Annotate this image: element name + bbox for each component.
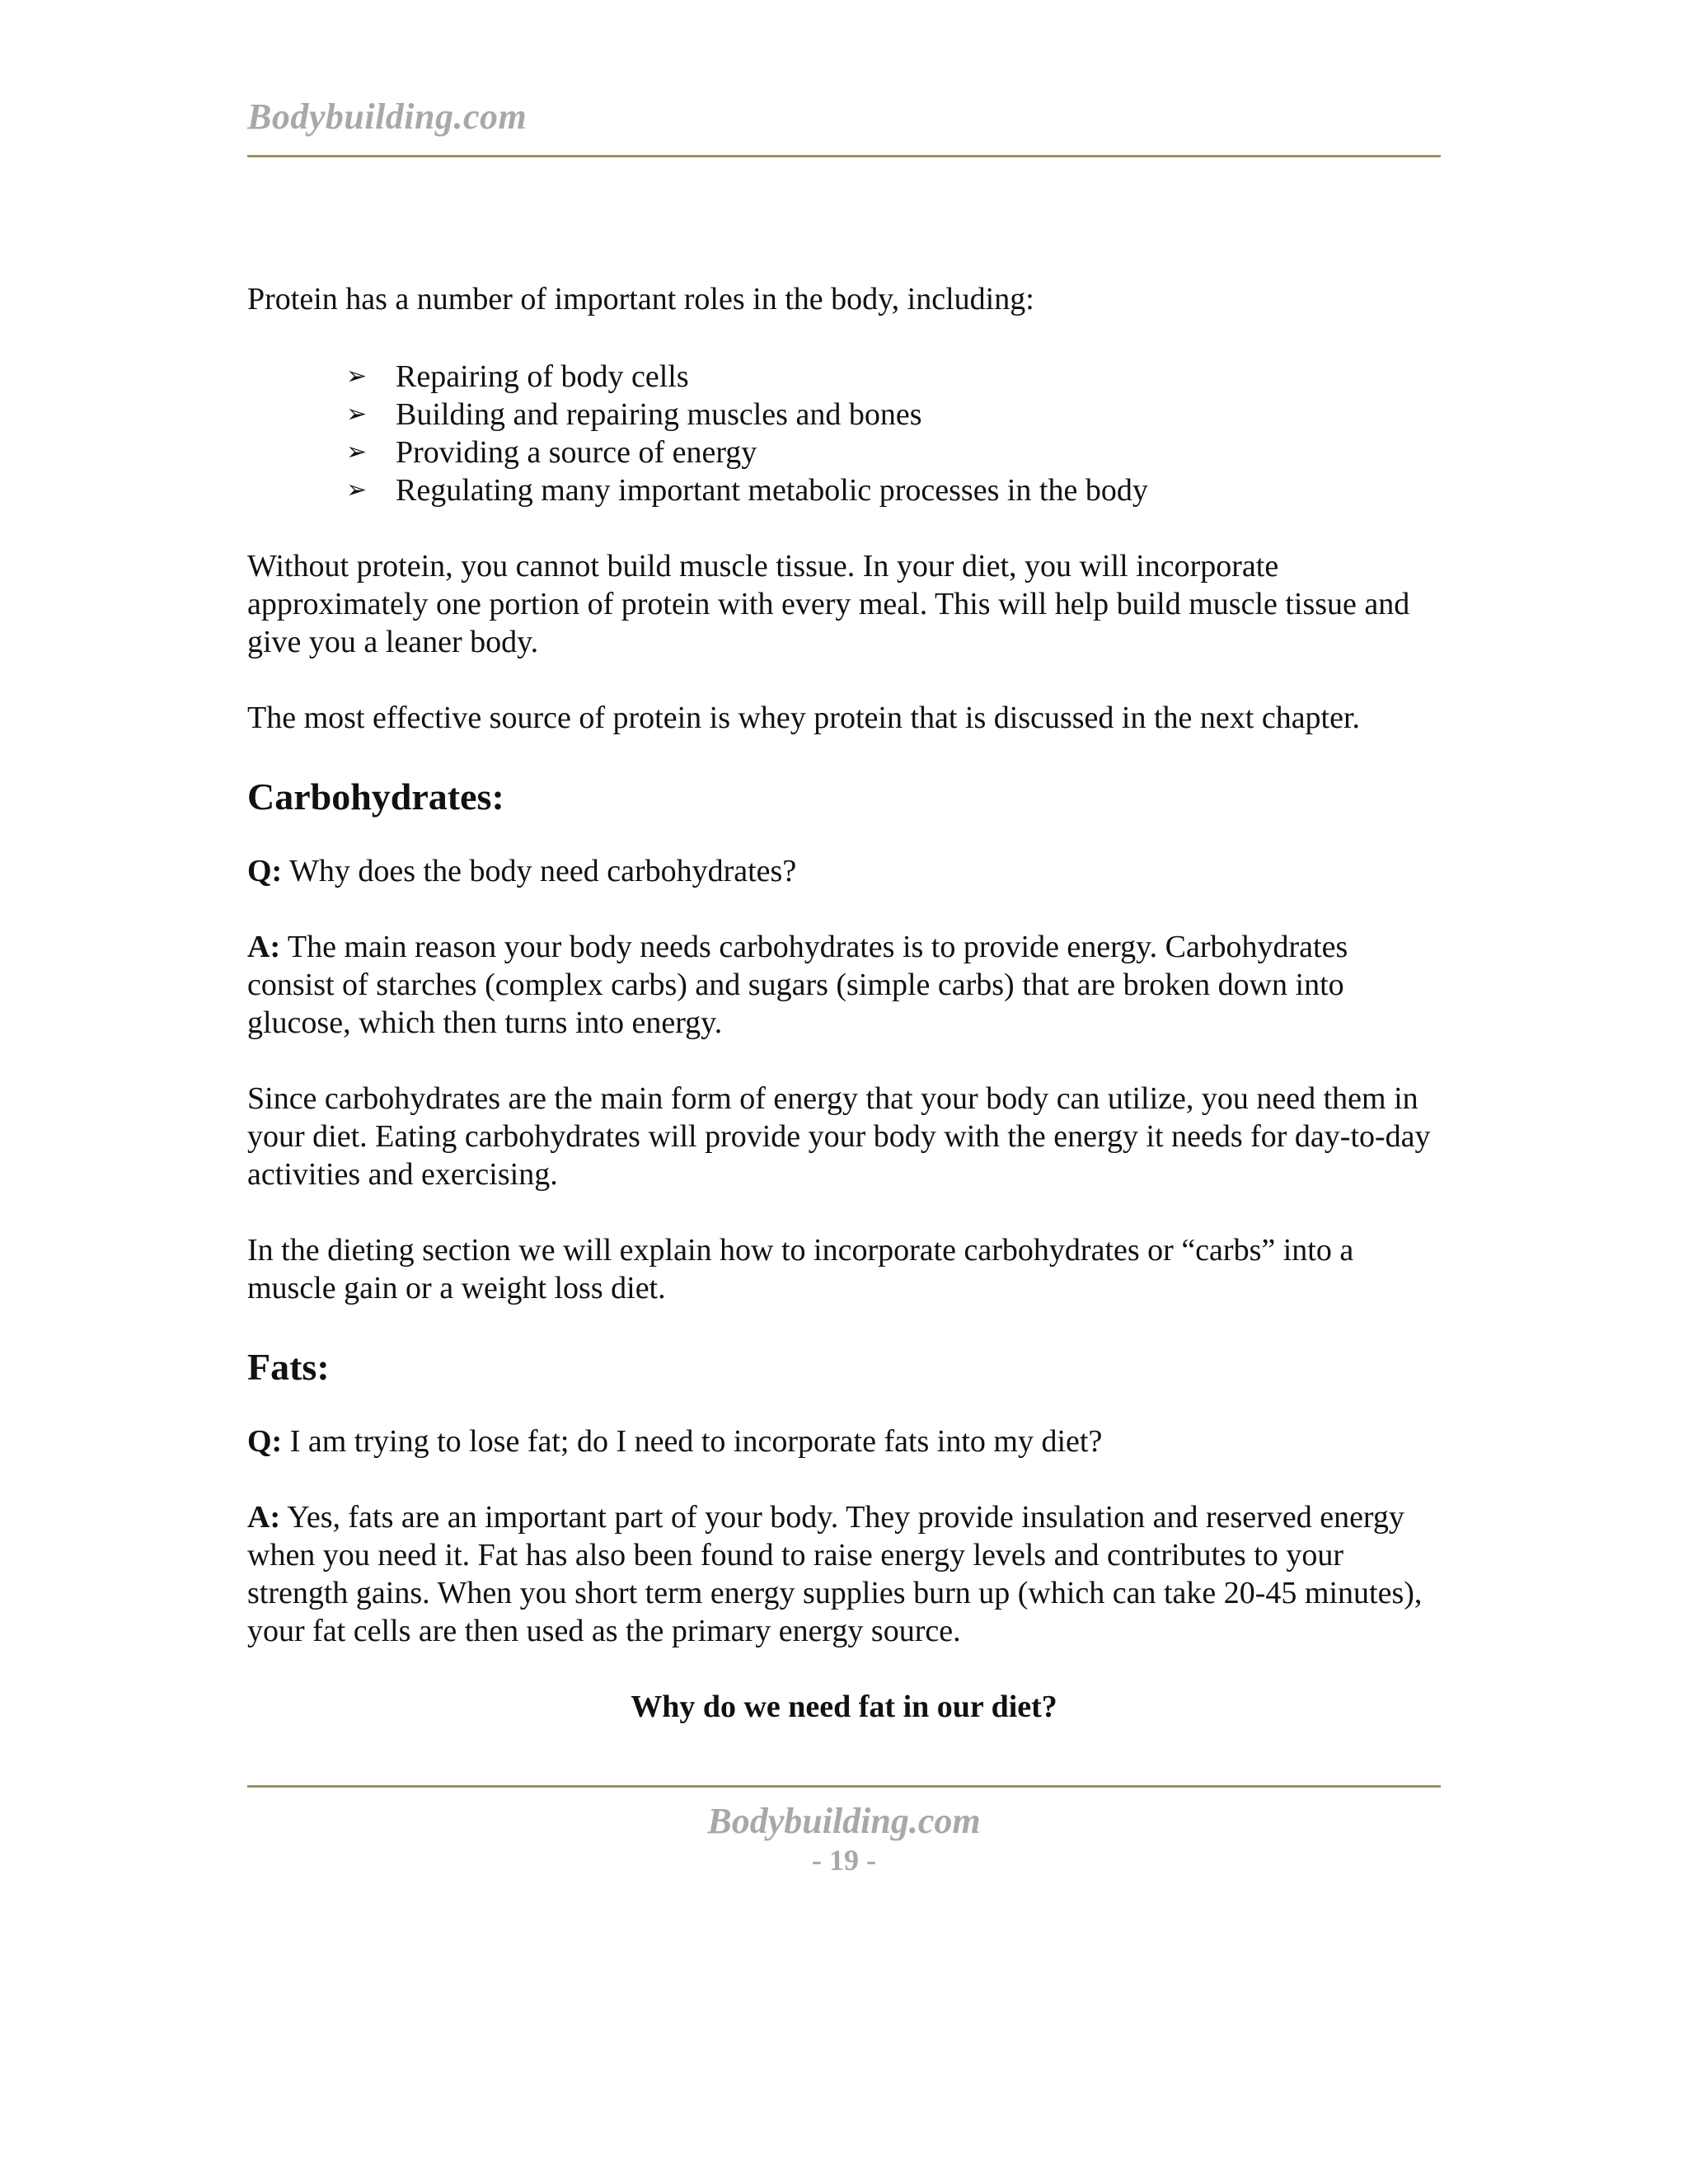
list-item-text: Regulating many important metabolic processes in the body — [396, 473, 1148, 508]
fats-heading: Fats: — [247, 1346, 330, 1388]
answer-text: The main reason your body needs carbohydrates is to provide energy. Carbohydrates consist of starches (complex carbs) and sugars (simple carbs) that are broken down into glucose, which then turns into energy. — [247, 930, 1348, 1040]
list-item-text: Building and repairing muscles and bones — [396, 397, 922, 432]
question-label: Q: — [247, 1424, 283, 1459]
fats-question — [247, 1422, 1441, 1460]
protein-intro: Protein has a number of important roles in the body, including: — [247, 282, 1034, 316]
protein-paragraph-whey: The most effective source of protein is whey protein that is discussed in the next chapter. — [247, 701, 1361, 735]
list-item — [346, 434, 1441, 471]
footer-rule — [247, 1785, 1441, 1788]
protein-paragraph-muscle: Without protein, you cannot build muscle tissue. In your diet, you will incorporate approximately one portion of protein with every meal. This will help build muscle tissue and give you a leaner body. — [247, 549, 1410, 659]
header-brand: Bodybuilding.com — [247, 96, 528, 137]
list-item-text: Providing a source of energy — [396, 435, 757, 470]
carbohydrates-paragraph-dieting: In the dieting section we will explain how to incorporate carbohydrates or “carbs” into a muscle gain or a weight loss diet. — [247, 1233, 1354, 1305]
question-text: Why does the body need carbohydrates? — [282, 854, 797, 888]
arrow-bullet-icon: ➢ — [346, 400, 368, 429]
protein-roles-list — [247, 358, 1441, 509]
carbohydrates-answer — [247, 928, 1441, 1042]
question-text: I am trying to lose fat; do I need to incorporate fats into my diet? — [282, 1424, 1103, 1459]
answer-text: Yes, fats are an important part of your body. They provide insulation and reserved energy when you need it. Fat has also been found to raise energy levels and contributes to your strength gains. When you short term energy supplies burn up (which can take 20-45 minutes), your fat cells are then used as the primary energy source. — [247, 1500, 1423, 1648]
list-item — [346, 396, 1441, 434]
fats-answer — [247, 1498, 1441, 1650]
page-content — [247, 280, 1441, 1726]
answer-label: A: — [247, 1500, 281, 1535]
carbohydrates-heading: Carbohydrates: — [247, 776, 504, 818]
list-item — [346, 471, 1441, 509]
fats-subheading: Why do we need fat in our diet? — [631, 1690, 1057, 1724]
footer-brand: Bodybuilding.com — [707, 1801, 981, 1841]
arrow-bullet-icon: ➢ — [346, 438, 368, 466]
carbohydrates-paragraph-energy: Since carbohydrates are the main form of energy that your body can utilize, you need them in your diet. Eating carbohydrates will provide your body with the energy it needs for day-to-day activities and exercising. — [247, 1081, 1431, 1192]
page-number: - 19 - — [812, 1844, 876, 1877]
carbohydrates-question — [247, 852, 1441, 890]
arrow-bullet-icon: ➢ — [346, 476, 368, 504]
list-item — [346, 358, 1441, 396]
arrow-bullet-icon: ➢ — [346, 362, 368, 391]
answer-label: A: — [247, 930, 281, 964]
question-label: Q: — [247, 854, 283, 888]
list-item-text: Repairing of body cells — [396, 359, 689, 394]
header-rule — [247, 155, 1441, 157]
